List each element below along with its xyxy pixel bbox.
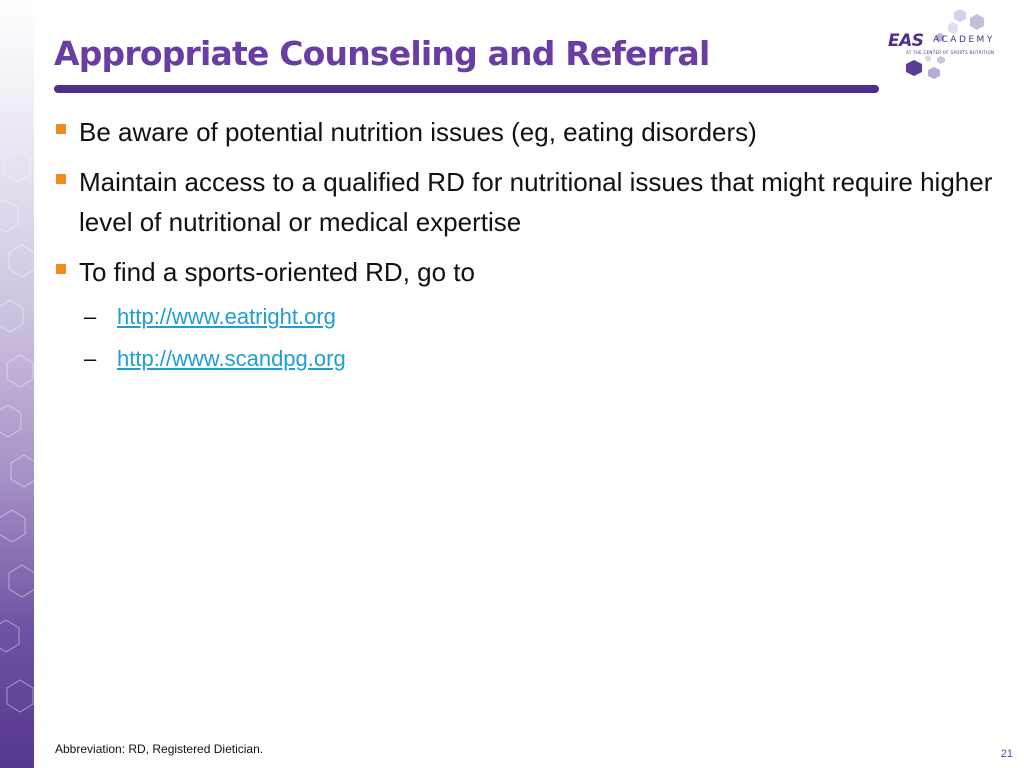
bullet-text: To find a sports-oriented RD, go to — [79, 257, 475, 287]
bullet-item — [54, 252, 994, 292]
title-underline-rule — [54, 85, 879, 93]
page-number: 21 — [1000, 748, 1013, 760]
dash-marker: – — [84, 304, 97, 329]
bullet-item — [54, 112, 994, 152]
eatright-link[interactable]: http://www.eatright.org — [117, 304, 336, 329]
dash-marker: – — [84, 346, 97, 371]
logo-wordmark: EAS — [888, 31, 924, 51]
sub-bullet-item — [54, 302, 994, 332]
logo-tagline: AT THE CENTER OF SPORTS NUTRITION — [906, 50, 995, 55]
side-decoration-band — [0, 0, 34, 768]
eas-academy-logo — [884, 6, 1020, 86]
slide-title: Appropriate Counseling and Referral — [54, 34, 710, 73]
sub-bullet-item — [54, 344, 994, 374]
scandpg-link[interactable]: http://www.scandpg.org — [117, 346, 346, 371]
square-bullet-icon — [56, 174, 66, 184]
bullet-text: Maintain access to a qualified RD for nutritional issues that might require higher level of nutritional or medical expertise — [79, 167, 993, 237]
square-bullet-icon — [56, 264, 66, 274]
bullet-item — [54, 162, 994, 242]
square-bullet-icon — [56, 124, 66, 134]
logo-academy-text: ACADEMY — [933, 35, 995, 45]
bullet-text: Be aware of potential nutrition issues (eg, eating disorders) — [79, 117, 757, 147]
slide-body — [54, 112, 994, 386]
footnote: Abbreviation: RD, Registered Dietician. — [55, 742, 264, 756]
hexagon-pattern-icon — [0, 0, 34, 768]
